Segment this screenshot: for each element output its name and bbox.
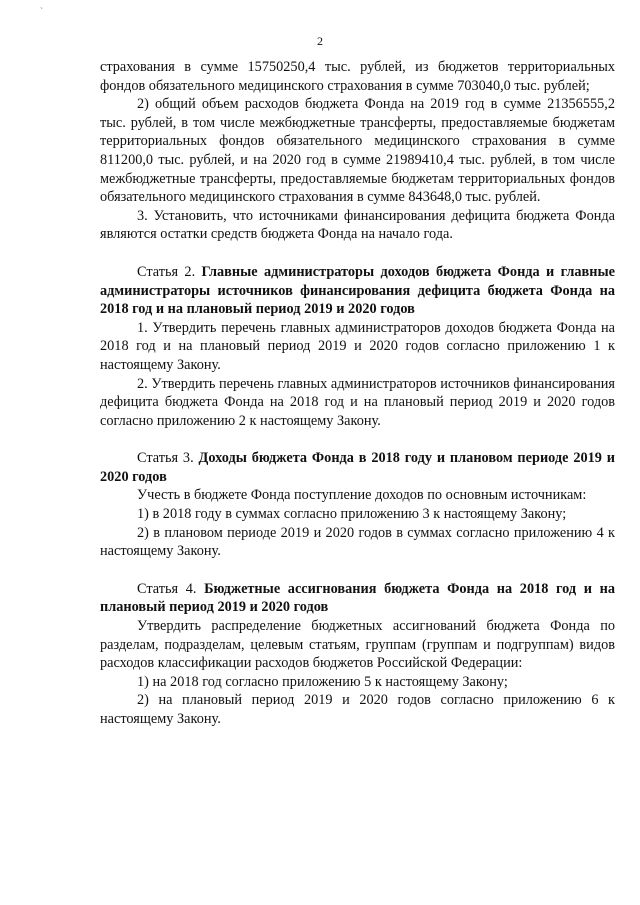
- article-2-item-1: 1. Утвердить перечень главных администраторов доходов бюджета Фонда на 2018 год и на плановый период 2019 и 2020 годов согласно приложению 1 к настоящему Закону.: [100, 319, 615, 373]
- article-3-label: Статья 3.: [137, 450, 194, 467]
- article-3-item-2: 1) в 2018 году в суммах согласно приложению 3 к настоящему Закону;: [137, 506, 567, 523]
- paragraph-continuation: страхования в сумме 15750250,4 тыс. рублей, из бюджетов территориальных фондов обязательного медицинского страхования в сумме 703040,0 тыс. рублей;: [100, 59, 615, 94]
- article-2-title: Главные администраторы доходов бюджета Фонда и главные администраторы источников финансирования дефицита бюджета Фонда на 2018 год и на плановый период 2019 и 2020 годов: [100, 263, 616, 318]
- article-4-item-2: 1) на 2018 год согласно приложению 5 к настоящему Закону;: [137, 673, 508, 690]
- article-2-label: Статья 2.: [137, 263, 196, 280]
- article-3-item-3: 2) в плановом периоде 2019 и 2020 годов в суммах согласно приложению 4 к настоящему Закону.: [100, 524, 615, 560]
- paragraph-item-3: 3. Установить, что источниками финансирования дефицита бюджета Фонда являются остатки средств бюджета Фонда на начало года.: [100, 207, 615, 243]
- paragraph-item-2: 2) общий объем расходов бюджета Фонда на 2019 год в сумме 21356555,2 тыс. рублей, в том числе межбюджетные трансферты, предоставляемые бюджетам территориальных фондов обязательного медицинского страхования в сумме 811200,0 тыс. рублей, и на 2020 год в сумме 21989410,4 тыс. рублей, в том числе межбюджетные трансферты, предоставляемые бюджетам территориальных фондов обязательного медицинского страхования в сумме 843648,0 тыс. рублей.: [100, 96, 615, 206]
- article-4-label: Статья 4.: [137, 580, 197, 597]
- article-3-heading: [100, 449, 615, 486]
- article-4-item-3: 2) на плановый период 2019 и 2020 годов согласно приложению 6 к настоящему Закону.: [100, 692, 615, 727]
- article-2-item-2: 2. Утвердить перечень главных администраторов источников финансирования дефицита бюджета Фонда на 2018 год и на плановый период 2019 и 2020 годов согласно приложению 2 к настоящему Закону.: [100, 375, 615, 429]
- page-number: 2: [317, 34, 323, 48]
- article-2-heading: [100, 263, 615, 319]
- article-4-title: Бюджетные ассигнования бюджета Фонда на 2018 год и на плановый период 2019 и 2020 годов: [100, 580, 616, 616]
- corner-mark: `: [40, 6, 43, 16]
- document-body: [100, 58, 615, 729]
- article-3-title: Доходы бюджета Фонда в 2018 году и плановом периоде 2019 и 2020 годов: [100, 450, 615, 485]
- article-3-item-1: Учесть в бюджете Фонда поступление доходов по основным источникам:: [137, 487, 587, 504]
- article-4-heading: [100, 580, 615, 617]
- article-4-item-1: Утвердить распределение бюджетных ассигнований бюджета Фонда по разделам, подразделам, целевым статьям, группам (группам и подгруппам) видов расходов классификации расходов бюджетов Российской Федерации:: [100, 618, 615, 672]
